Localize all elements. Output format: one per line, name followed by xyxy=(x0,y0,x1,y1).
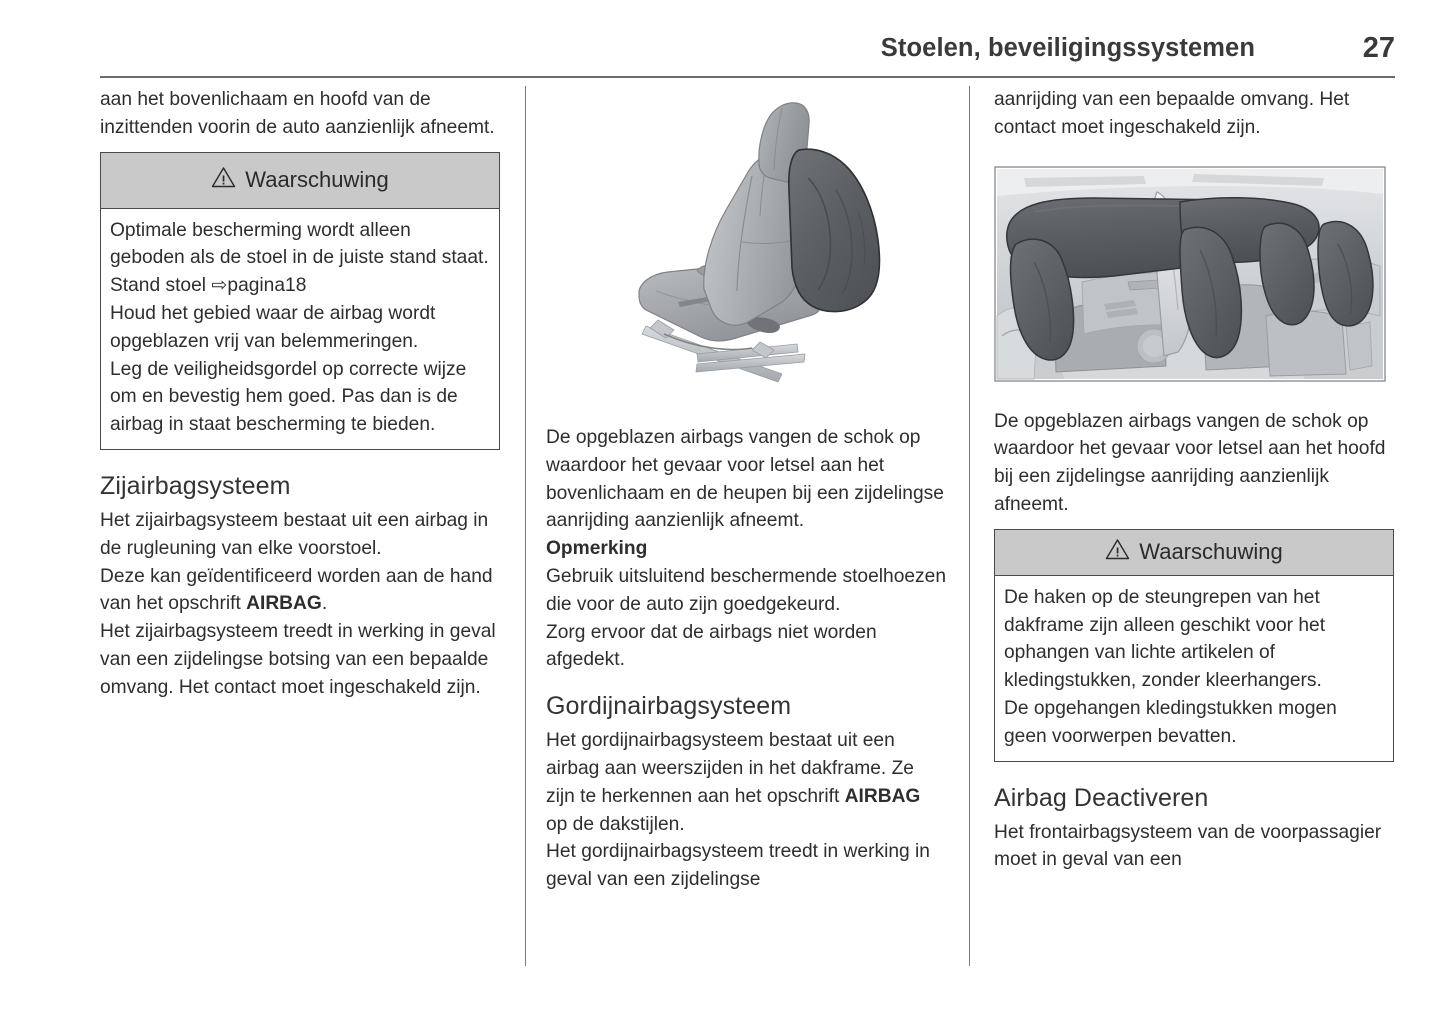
warning-line-page-ref: Stand stoel ⇨pagina18 xyxy=(110,275,307,297)
page-title: Stoelen, beveiligingssystemen xyxy=(880,34,1255,62)
warning-box-heading-label: Waarschuwing xyxy=(1139,539,1283,565)
column-3 xyxy=(994,86,1394,874)
col2-paragraph-4-pre: Het gordijnairbagsysteem bestaat uit een airbag aan weerszijden in het dakframe. Ze zijn te herkennen aan het opschrift xyxy=(546,730,914,807)
col1-paragraph-2 xyxy=(100,563,500,619)
col1-paragraph-1: Het zijairbagsysteem bestaat uit een airbag in de rugleuning van elke voorstoel. xyxy=(100,509,489,559)
col3-paragraph-1: aanrijding van een bepaalde omvang. Het contact moet ingeschakeld zijn. xyxy=(994,89,1350,138)
page-number: 27 xyxy=(1362,32,1395,64)
col2-paragraph-4 xyxy=(546,727,946,838)
col1-paragraph-2-post: . xyxy=(321,593,328,615)
warning-line: Houd het gebied waar de airbag wordt opgeblazen vrij van belemmeringen. xyxy=(110,302,436,352)
warning-box-heading-label: Waarschuwing xyxy=(245,167,389,193)
warning-triangle-icon xyxy=(211,166,236,194)
col2-paragraph-1: De opgeblazen airbags vangen de schok op waardoor het gevaar voor letsel aan het bovenlichaam en de heupen bij een zijdelingse aanrijding aanzienlijk afneemt. xyxy=(546,427,944,532)
col1-paragraph-2-pre: Deze kan geïdentificeerd worden aan de hand van het opschrift xyxy=(100,565,493,615)
warning-line: Leg de veiligheidsgordel op correcte wijze om en bevestig hem goed. Pas dan is de airbag in staat bescherming te bieden. xyxy=(110,358,467,436)
warning-box-body xyxy=(995,576,1393,761)
section-heading-airbag-deactiveren: Airbag Deactiveren xyxy=(994,783,1209,812)
col3-paragraph-3: Het frontairbagsysteem van de voorpassagier moet in geval van een xyxy=(994,821,1382,871)
warning-line: Optimale bescherming wordt alleen geboden als de stoel in de juiste stand staat. xyxy=(110,219,489,269)
col2-paragraph-4-post: op de dakstijlen. xyxy=(546,813,685,835)
airbag-label-bold: AIRBAG xyxy=(246,593,322,615)
warning-box-body xyxy=(101,209,499,449)
warning-box-header xyxy=(101,153,499,209)
warning-triangle-icon xyxy=(1105,538,1130,566)
col2-note-label xyxy=(546,535,946,563)
warning-line: De haken op de steungrepen van het dakframe zijn alleen geschikt voor het ophangen van lichte artikelen of kledingstukken, zonder kleerhangers. xyxy=(1004,586,1326,692)
section-heading-zijairbagsysteem: Zijairbagsysteem xyxy=(100,471,291,500)
curtain-airbag-interior-illustration xyxy=(994,166,1386,382)
section-heading-gordijnairbagsysteem: Gordijnairbagsysteem xyxy=(546,692,792,721)
col2-paragraph-2: Gebruik uitsluitend beschermende stoelhoezen die voor de auto zijn goedgekeurd. xyxy=(546,565,946,615)
column-divider-2 xyxy=(969,86,970,966)
note-label-bold: Opmerking xyxy=(546,538,648,560)
column-2 xyxy=(546,86,946,894)
warning-box-seat-position xyxy=(100,152,500,450)
page-header xyxy=(100,34,1395,78)
col2-paragraph-5: Het gordijnairbagsysteem treedt in werking in geval van een zijdelingse xyxy=(546,841,930,891)
col1-paragraph-3: Het zijairbagsysteem treedt in werking in geval van een zijdelingse botsing van een bepaalde omvang. Het contact moet ingeschakeld zijn. xyxy=(100,621,496,698)
header-divider-rule xyxy=(100,76,1395,78)
col1-intro-paragraph: aan het bovenlichaam en hoofd van de inzittenden voorin de auto aanzienlijk afneemt. xyxy=(100,89,495,138)
page-columns xyxy=(0,86,1445,976)
airbag-label-bold: AIRBAG xyxy=(844,785,921,807)
col2-paragraph-3: Zorg ervoor dat de airbags niet worden afgedekt. xyxy=(546,621,877,671)
warning-box-header xyxy=(995,530,1393,576)
warning-line: De opgehangen kledingstukken mogen geen voorwerpen bevatten. xyxy=(1004,697,1337,747)
column-1 xyxy=(100,86,500,702)
column-divider-1 xyxy=(525,86,526,966)
col3-paragraph-2: De opgeblazen airbags vangen de schok op waardoor het gevaar voor letsel aan het hoofd bij een zijdelingse aanrijding aanzienlijk afneemt. xyxy=(994,410,1386,515)
warning-box-roof-handles xyxy=(994,529,1394,762)
side-airbag-seat-illustration xyxy=(546,86,946,424)
